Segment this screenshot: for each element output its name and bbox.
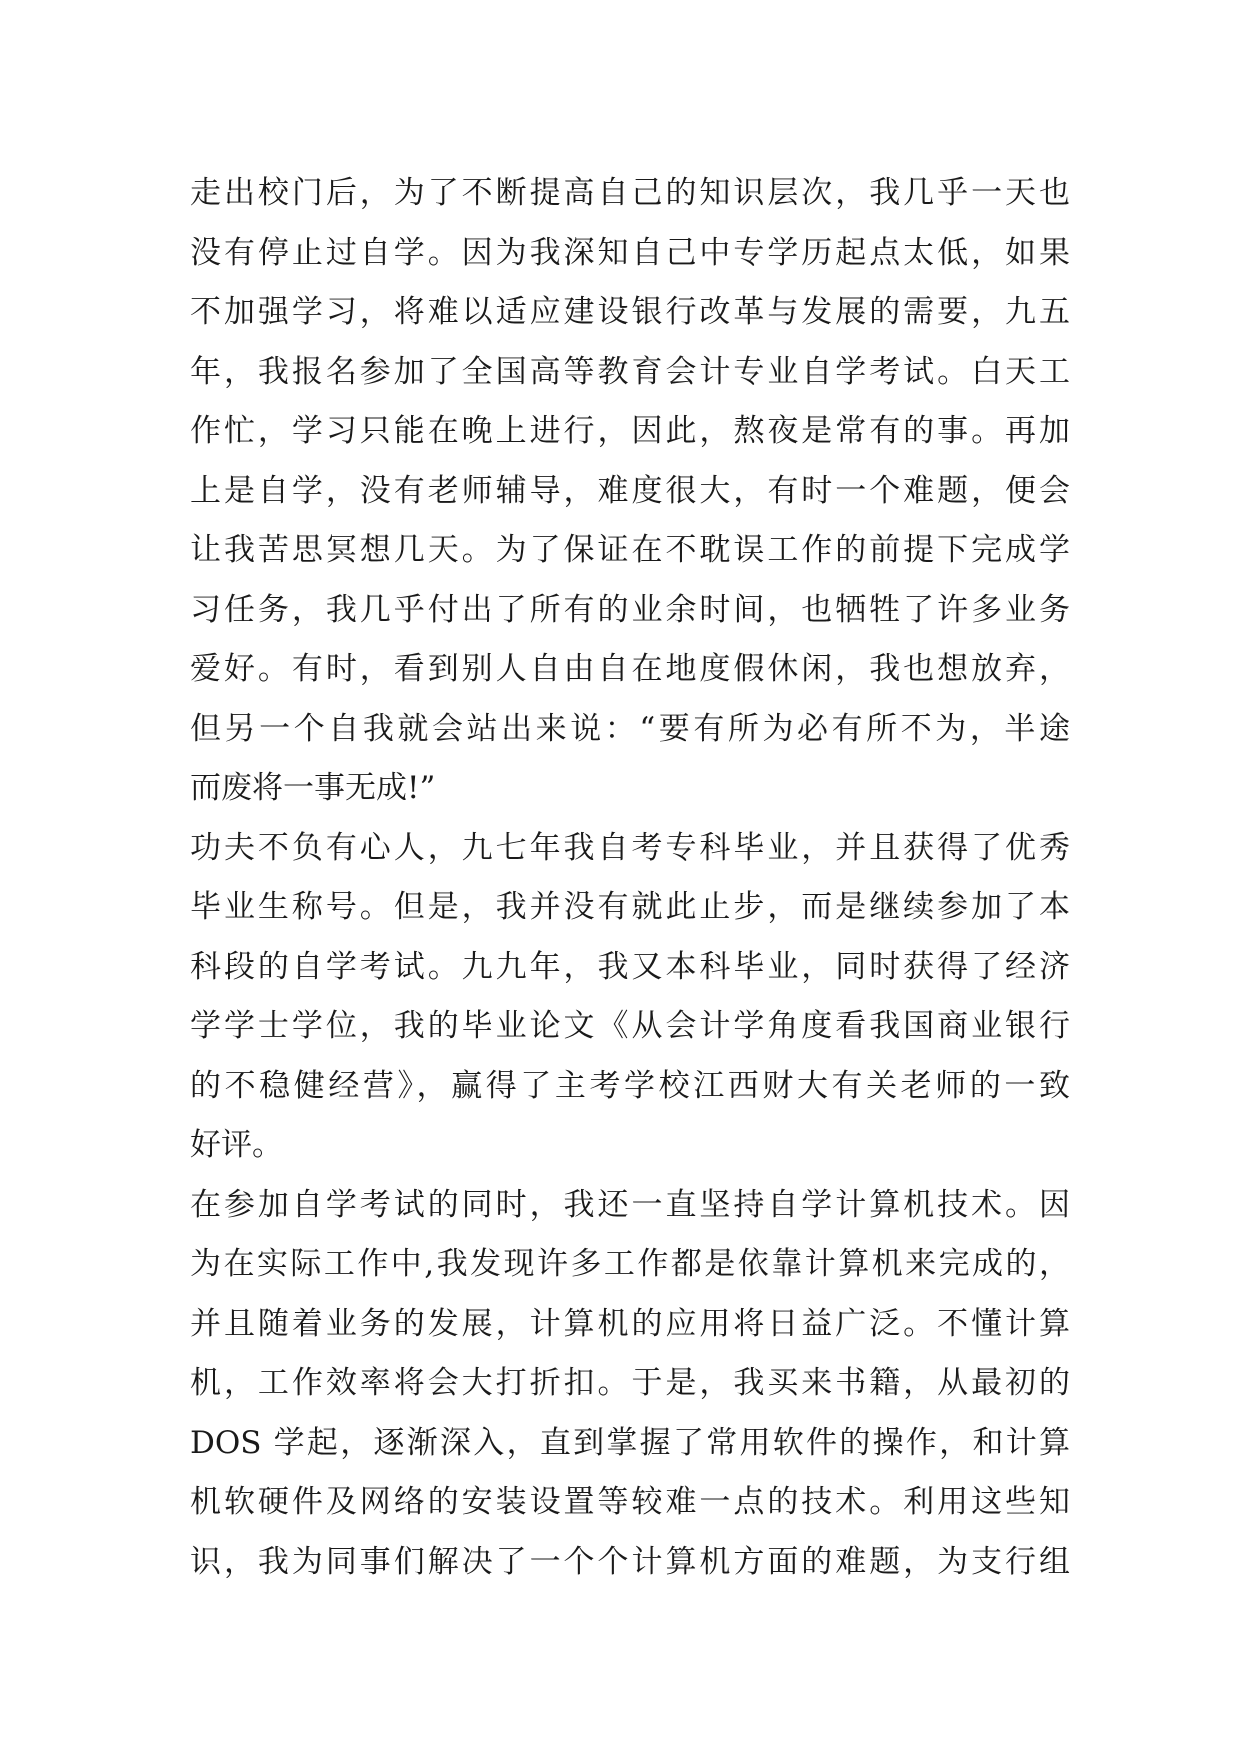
- text-line: 让我苦思冥想几天。为了保证在不耽误工作的前提下完成学: [190, 532, 1070, 568]
- text-line: 不加强学习，将难以适应建设银行改革与发展的需要，九五: [190, 294, 1070, 330]
- text-line: 毕业生称号。但是，我并没有就此止步，而是继续参加了本: [190, 889, 1070, 925]
- text-line: DOS 学起，逐渐深入，直到掌握了常用软件的操作，和计算: [190, 1424, 1070, 1461]
- text-line: 为在实际工作中,我发现许多工作都是依靠计算机来完成的，: [190, 1246, 1070, 1282]
- text-line: 年，我报名参加了全国高等教育会计专业自学考试。白天工: [190, 353, 1070, 390]
- text-line: 机，工作效率将会大打折扣。于是，我买来书籍，从最初的: [190, 1365, 1070, 1401]
- text-line: 习任务，我几乎付出了所有的业余时间，也牺牲了许多业务: [190, 591, 1070, 628]
- text-line: 学学士学位，我的毕业论文《从会计学角度看我国商业银行: [190, 1008, 1070, 1044]
- text-line: 没有停止过自学。因为我深知自己中专学历起点太低，如果: [190, 234, 1070, 271]
- text-line: 走出校门后，为了不断提高自己的知识层次，我几乎一天也: [190, 175, 1070, 211]
- text-line: 机软硬件及网络的安装设置等较难一点的技术。利用这些知: [190, 1484, 1070, 1520]
- text-line: 科段的自学考试。九九年，我又本科毕业，同时获得了经济: [190, 948, 1070, 985]
- paragraph-end-line: 而废将一事无成!”: [190, 770, 436, 806]
- text-line: 爱好。有时，看到别人自由自在地度假休闲，我也想放弃，: [190, 651, 1070, 687]
- text-line: 上是自学，没有老师辅导，难度很大，有时一个难题，便会: [190, 472, 1070, 509]
- paragraph-end-line: 好评。: [190, 1127, 283, 1163]
- text-line: 在参加自学考试的同时，我还一直坚持自学计算机技术。因: [190, 1186, 1070, 1223]
- text-line: 作忙，学习只能在晚上进行，因此，熬夜是常有的事。再加: [190, 413, 1070, 449]
- text-line: 的不稳健经营》，赢得了主考学校江西财大有关老师的一致: [190, 1067, 1070, 1104]
- body-text: [190, 164, 1070, 1592]
- text-line: 识，我为同事们解决了一个个计算机方面的难题，为支行组: [190, 1543, 1070, 1580]
- text-line: 功夫不负有心人，九七年我自考专科毕业，并且获得了优秀: [190, 829, 1070, 866]
- text-line: 但另一个自我就会站出来说：“要有所为必有所不为，半途: [190, 710, 1070, 747]
- text-line: 并且随着业务的发展，计算机的应用将日益广泛。不懂计算: [190, 1305, 1070, 1342]
